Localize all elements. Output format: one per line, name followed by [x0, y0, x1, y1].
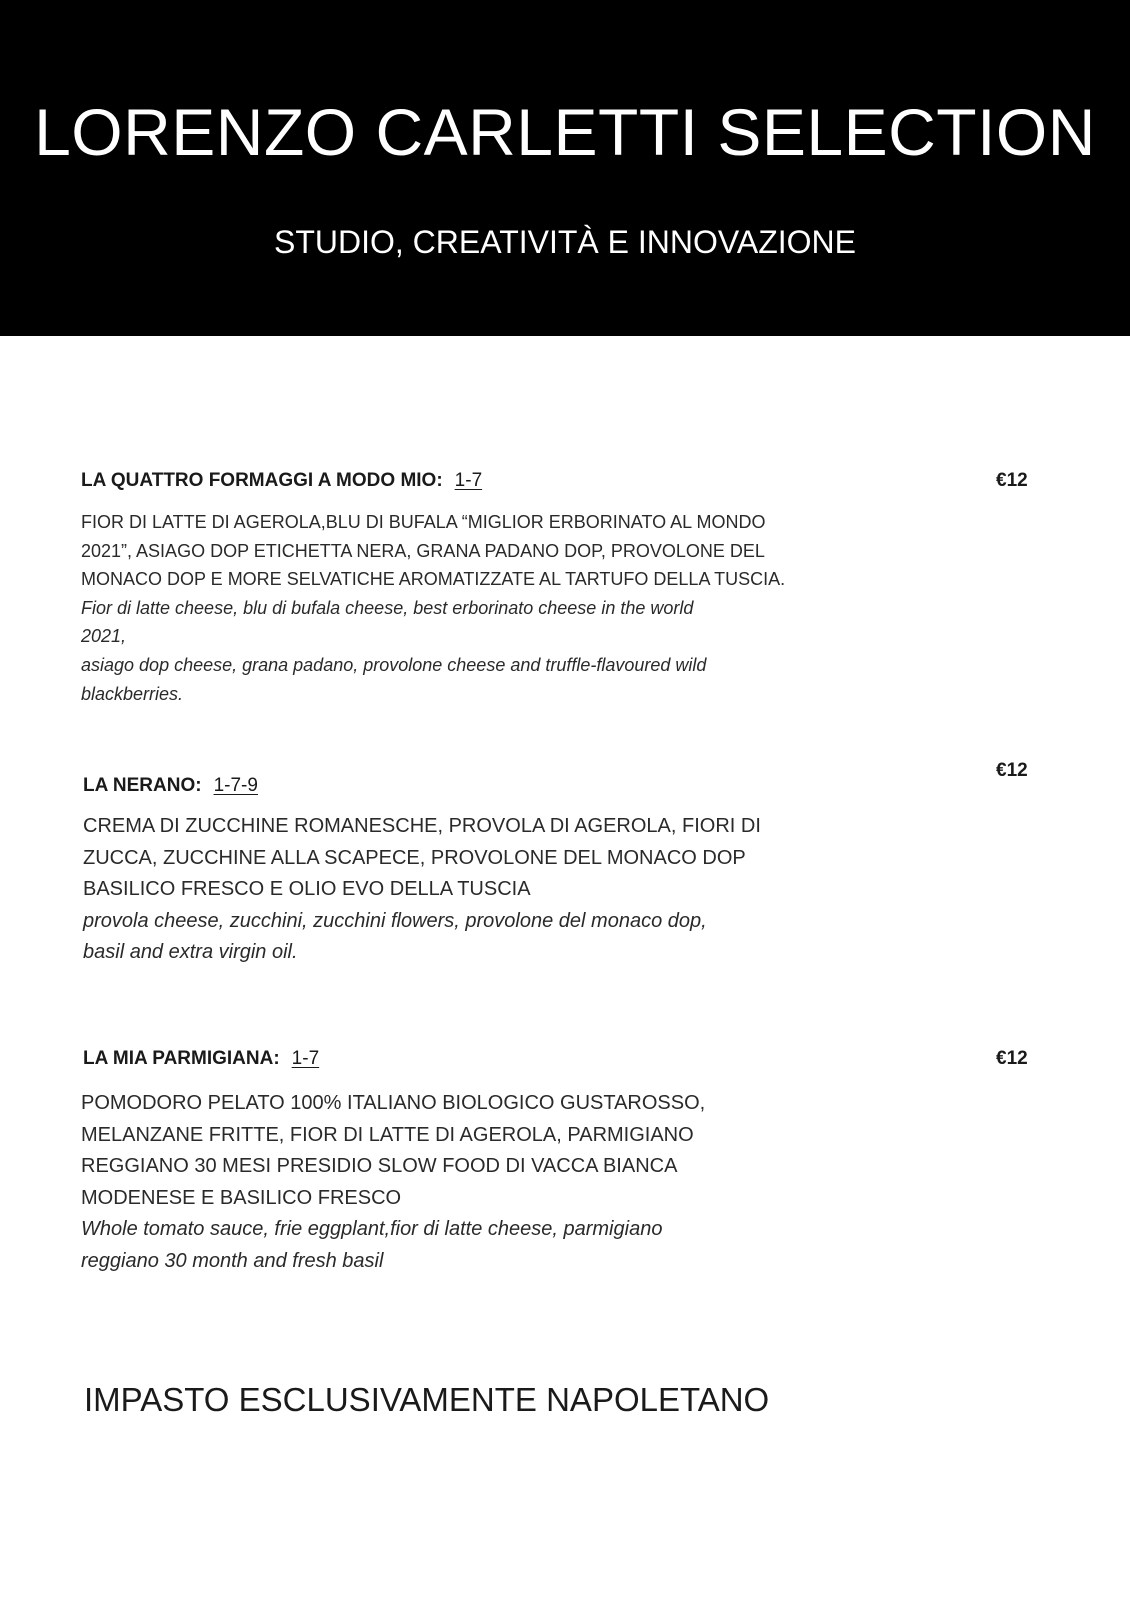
item-description	[83, 811, 761, 969]
item-price: €12	[996, 1048, 1028, 1069]
description-it-line: FIOR DI LATTE DI AGEROLA,BLU DI BUFALA “MIGLIOR ERBORINATO AL MONDO	[81, 512, 766, 532]
item-name	[83, 774, 258, 798]
item-title: LA MIA PARMIGIANA:	[83, 1048, 280, 1069]
description-en-line: Fior di latte cheese, blu di bufala cheese, best erborinato cheese in the world	[81, 597, 694, 618]
item-name	[83, 1047, 319, 1071]
description-it-line: ZUCCA, ZUCCHINE ALLA SCAPECE, PROVOLONE DEL MONACO DOP	[83, 846, 746, 869]
description-it-line: 2021”, ASIAGO DOP ETICHETTA NERA, GRANA PADANO DOP, PROVOLONE DEL	[81, 540, 765, 561]
item-title: LA NERANO:	[83, 775, 202, 796]
description-en-line: Whole tomato sauce, frie eggplant,fior di latte cheese, parmigiano	[81, 1218, 663, 1240]
description-en-line: 2021,	[81, 626, 127, 647]
item-allergens: 1-7	[454, 470, 483, 491]
description-en-line: reggiano 30 month and fresh basil	[81, 1249, 384, 1272]
item-description	[81, 1088, 705, 1277]
description-it-line: MODENESE E BASILICO FRESCO	[81, 1186, 402, 1209]
item-price: €12	[996, 470, 1028, 491]
description-en-line: blackberries.	[81, 683, 184, 704]
description-it-line: BASILICO FRESCO E OLIO EVO DELLA TUSCIA	[83, 878, 531, 900]
item-price: €12	[996, 760, 1028, 781]
page-subtitle: STUDIO, CREATIVITÀ E INNOVAZIONE	[274, 224, 856, 260]
dough-note: IMPASTO ESCLUSIVAMENTE NAPOLETANO	[84, 1381, 770, 1418]
item-allergens: 1-7	[291, 1048, 320, 1069]
item-name	[81, 469, 482, 493]
description-en-line: asiago dop cheese, grana padano, provolone cheese and truffle-flavoured wild	[81, 654, 707, 675]
description-it-line: MONACO DOP E MORE SELVATICHE AROMATIZZATE AL TARTUFO DELLA TUSCIA.	[81, 569, 786, 590]
description-it-line: POMODORO PELATO 100% ITALIANO BIOLOGICO GUSTAROSSO,	[81, 1092, 706, 1114]
description-it-line: CREMA DI ZUCCHINE ROMANESCHE, PROVOLA DI AGEROLA, FIORI DI	[83, 815, 761, 837]
item-allergens: 1-7-9	[213, 775, 258, 796]
page-title: LORENZO CARLETTI SELECTION	[34, 95, 1096, 169]
item-title: LA QUATTRO FORMAGGI A MODO MIO:	[81, 470, 443, 491]
item-description	[81, 508, 785, 708]
header-banner	[0, 0, 1130, 336]
description-en-line: provola cheese, zucchini, zucchini flowers, provolone del monaco dop,	[83, 909, 707, 932]
description-it-line: MELANZANE FRITTE, FIOR DI LATTE DI AGEROLA, PARMIGIANO	[81, 1123, 694, 1146]
description-it-line: REGGIANO 30 MESI PRESIDIO SLOW FOOD DI VACCA BIANCA	[81, 1155, 678, 1177]
description-en-line: basil and extra virgin oil.	[83, 941, 298, 963]
